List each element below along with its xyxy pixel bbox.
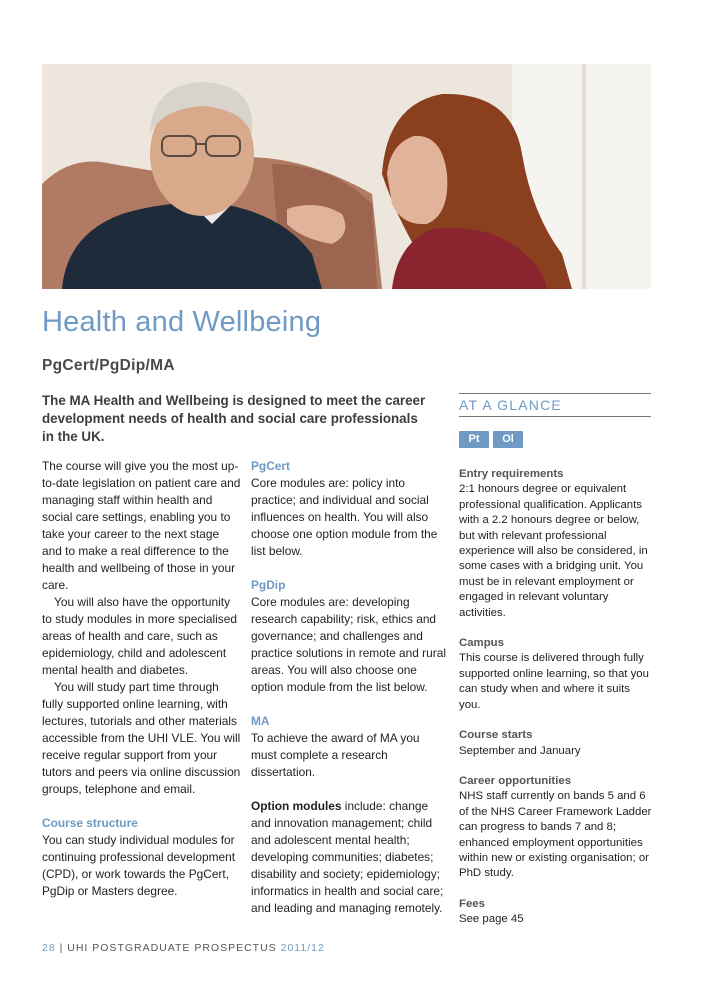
body-paragraph: The course will give you the most up-to-date legislation on patient care and managing staff within health and social care settings, enabling you to take your career to the next stage and to make a real difference to the health and wellbeing of those in your care. [42, 459, 241, 592]
glance-rule-bottom [459, 416, 651, 417]
entry-text: 2:1 honours degree or equivalent professional qualification. Applicants with a 2.2 honours degree or below, but with relevant professional experience will also be considered, in some cases with a bridging unit. You must be in relevant employment or engaged in relevant voluntary activities. [459, 483, 648, 619]
entry-heading: Entry requirements [459, 468, 564, 480]
footer-separator: | [59, 942, 64, 954]
pgdip-heading: PgDip [251, 578, 286, 592]
pgcert-heading: PgCert [251, 459, 290, 473]
glance-title: AT A GLANCE [459, 397, 562, 413]
column-3 [459, 467, 653, 928]
fees-heading: Fees [459, 897, 485, 910]
course-structure-heading: Course structure [42, 816, 138, 830]
ma-text: To achieve the award of MA you must complete a research dissertation. [251, 731, 420, 779]
column-2 [251, 458, 447, 917]
publication-year: 2011/12 [280, 942, 325, 954]
career-text: NHS staff currently on bands 5 and 6 of the NHS Career Framework Ladder can progress to bands 7 and 8; enhanced employment opportunities within new or existing organisation; or PhD study. [459, 790, 652, 880]
page-subtitle: PgCert/PgDip/MA [42, 357, 175, 374]
starts-text: September and January [459, 744, 581, 757]
page-number: 28 [42, 942, 56, 954]
online-badge: Ol [493, 431, 523, 448]
ma-heading: MA [251, 714, 270, 728]
part-time-badge: Pt [459, 431, 489, 448]
body-paragraph: You will study part time through fully supported online learning, with lectures, tutorials and other materials accessible from the UHI VLE. You will receive regular support from your tutors and peers via online discussion groups, telephone and email. [42, 680, 241, 796]
intro-paragraph: The MA Health and Wellbeing is designed to meet the career development needs of health and social care professionals in the UK. [42, 393, 426, 444]
column-1 [42, 458, 242, 900]
fees-text: See page 45 [459, 913, 524, 926]
page-footer [42, 942, 325, 954]
page-title: Health and Wellbeing [42, 306, 322, 338]
header-photo [42, 64, 651, 289]
career-heading: Career opportunities [459, 774, 572, 787]
campus-heading: Campus [459, 637, 504, 650]
campus-text: This course is delivered through fully supported online learning, so that you can study when and where it suits you. [459, 652, 649, 711]
pgcert-text: Core modules are: policy into practice; and individual and social influences on health. You will also choose one option module from the list below. [251, 476, 438, 558]
pgdip-text: Core modules are: developing research capability; risk, ethics and governance; and challenges and practice solutions in remote and rural areas. You will also choose one option module from the list below. [251, 595, 446, 694]
body-paragraph: You will also have the opportunity to study modules in more specialised areas of health and care, such as epidemiology, child and adolescent mental health and diabetes. [42, 595, 237, 677]
option-modules-text: include: change and innovation management; child and adolescent mental health; developing communities; diabetes; disability and society; epidemiology; informatics in health and social care; and leading and managing remotely. [251, 799, 444, 915]
option-modules-paragraph [251, 798, 447, 917]
option-modules-heading: Option modules [251, 799, 342, 813]
glance-rule-top [459, 393, 651, 394]
starts-heading: Course starts [459, 729, 533, 742]
course-structure-text: You can study individual modules for continuing professional development (CPD), or work towards the PgCert, PgDip or Masters degree. [42, 833, 236, 898]
publication-name: UHI POSTGRADUATE PROSPECTUS [67, 942, 277, 954]
